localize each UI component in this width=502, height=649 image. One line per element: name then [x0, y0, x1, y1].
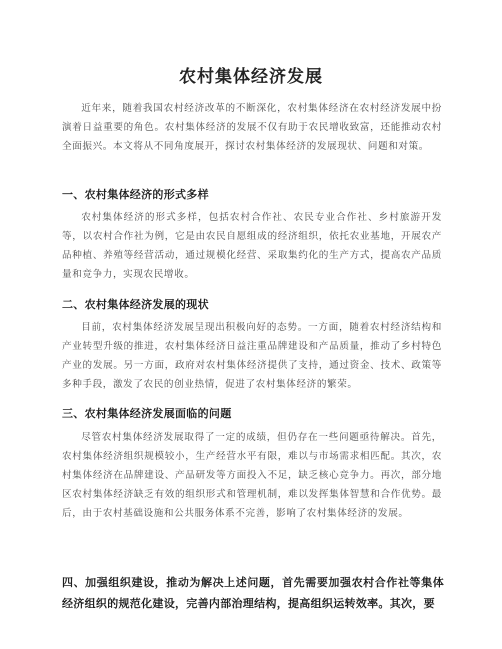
section-heading-3: 三、农村集体经济发展面临的问题 [62, 407, 232, 420]
section-heading-4: 四、加强组织建设，推动为解决上述问题，首先需要加强农村合作社等集体经济组织的规范化建设，完善内部治理结构，提高组织运转效率。其次，要 [62, 576, 444, 610]
section-heading-1: 一、农村集体经济的形式多样 [62, 188, 209, 201]
intro-paragraph: 近年来，随着我国农村经济改革的不断深化，农村集体经济在农村经济发展中扮演着日益重要的角色。农村集体经济的发展不仅有助于农民增收致富，还能推动农村全面振兴。本文将从不同角度展开，探讨农村集体经济的发展现状、问题和对策。 [62, 103, 442, 152]
section-body-1: 农村集体经济的形式多样，包括农村合作社、农民专业合作社、乡村旅游开发等，以农村合作社为例，它是由农民自愿组成的经济组织，依托农业基地，开展农产品种植、养殖等经营活动，通过规模化经营、采取集约化的生产方式，提高农产品质量和竞争力，实现农民增收。 [62, 212, 442, 280]
document-title: 农村集体经济发展 [179, 67, 323, 87]
section-heading-2: 二、农村集体经济发展的现状 [62, 298, 209, 311]
section-body-3: 尽管农村集体经济发展取得了一定的成绩，但仍存在一些问题亟待解决。首先，农村集体经济组织规模较小，生产经营水平有限，难以与市场需求相匹配。其次，农村集体经济在品牌建设、产品研发等方面投入不足，缺乏核心竞争力。再次，部分地区农村集体经济缺乏有效的组织形式和管理机制，难以发挥集体智慧和合作优势。最后，由于农村基础设施和公共服务体系不完善，影响了农村集体经济的发展。 [62, 432, 442, 519]
section-body-2: 目前，农村集体经济发展呈现出积极向好的态势。一方面，随着农村经济结构和产业转型升级的推进，农村集体经济日益注重品牌建设和产品质量，推动了乡村特色产业的发展。另一方面，政府对农村集体经济提供了支持，通过资金、技术、政策等多种手段，激发了农民的创业热情，促进了农村集体经济的繁荣。 [62, 322, 442, 390]
